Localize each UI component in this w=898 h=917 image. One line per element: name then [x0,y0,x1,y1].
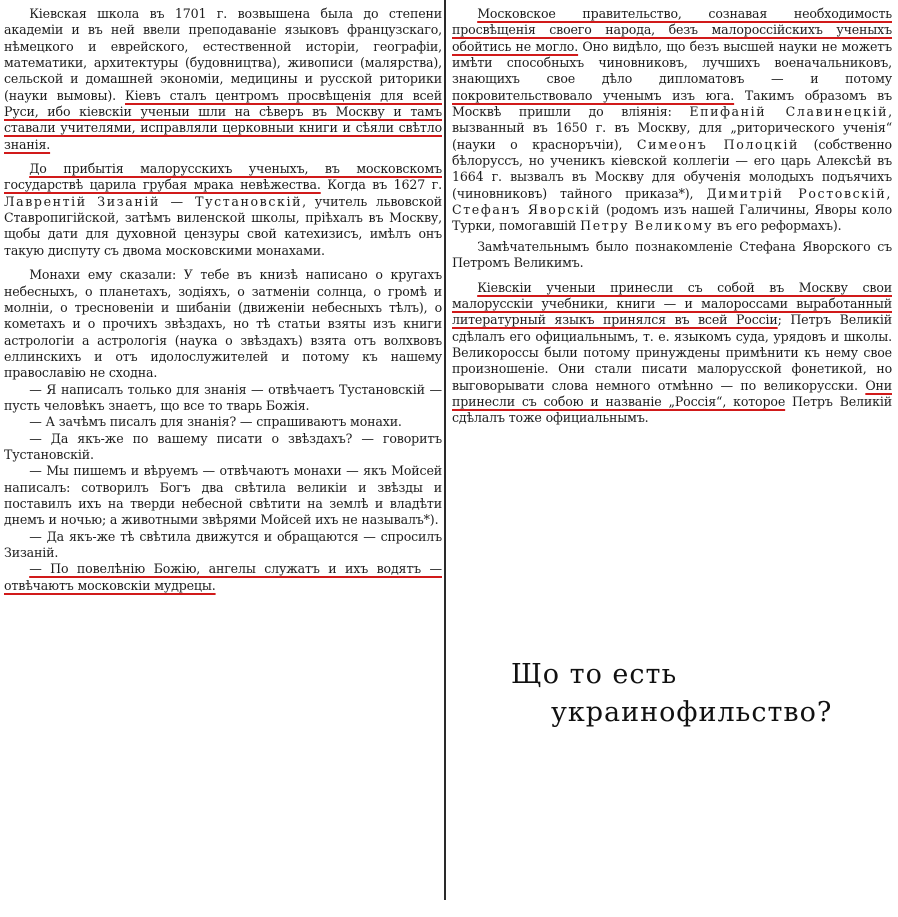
right-p3-highlight-1: Кіевскіи ученыи принесли съ собой въ Москву свои малорусскіи учебники, книги — и малороссами выработанный литературный языкъ принялся въ всей Россіи [452,279,892,328]
right-paragraph-1 [452,6,892,235]
left-p2-name: Лаврентій Зизаній — Тустановскій [4,193,303,209]
caption-line-1: Що то есть [511,659,678,690]
right-paragraph-3 [452,280,892,427]
left-p2-text-b: , учитель львовской Ставропигійской, затѣмъ виленской школы, пріѣхалъ въ Москву, щобы дати для духовной цензуры свой катехизисъ, имѣлъ онъ такую диспуту съ двома московскими монахами. [4,193,442,258]
left-p4-text: — Я написалъ только для знанія — отвѣчаетъ Тустановскій — пусть человѣкъ знаетъ, що все то тварь Божія. [4,381,442,413]
right-p1-name-4: Петру Великому [580,218,714,234]
right-p1-name-2: Симеонъ Полоцкій [636,136,800,152]
left-p9-highlight: — По повелѣнію Божію, ангелы служатъ и ихъ водятъ — отвѣчаютъ московскіи мудрецы. [4,561,442,593]
right-p2-text: Замѣчательнымъ было познакомленіе Стефана Яворского съ Петромъ Великимъ. [452,238,892,271]
right-p1-highlight-1: Московское правительство, сознавая необходимость просвѣщенія своего народа, безъ малороссійскихъ ученыхъ обойтись не могло. [452,6,892,54]
right-text-column [452,6,892,427]
left-p6-text: — Да якъ-же по вашему писати о звѣздахъ? — говоритъ Тустановскій. [4,430,442,462]
left-paragraph-1 [4,6,442,153]
left-text-column [4,6,442,594]
left-paragraph-9 [4,561,442,594]
caption-line-2: украинофильство? [551,697,833,728]
left-paragraph-5 [4,414,442,430]
left-p7-text: — Мы пишемъ и вѣруемъ — отвѣчаютъ монахи — якъ Мойсей написалъ: сотворилъ Богъ два свѣтила великіи и звѣзды и поставилъ ихъ на тверди небесной свѣтити на землѣ и владѣти днемъ и ночью; а животными звѣрями Мойсей ихъ не называлъ*). [4,463,442,528]
right-p1-highlight-2: покровительствовало ученымъ изъ юга. [452,87,735,103]
left-p2-highlight: До прибытія малорусскихъ ученыхъ, въ московскомъ государствѣ царила грубая мрака невѣжества. [4,161,442,193]
right-p1-text-e: (родомъ изъ нашей Галичины, Яворы коло Турки, помогавшій [452,202,893,234]
right-p3-text-b: Петръ Великій сдѣлалъ тоже официальнымъ. [452,393,892,426]
left-paragraph-7 [4,463,442,528]
handwritten-caption [505,656,885,732]
left-paragraph-4 [4,382,442,415]
left-p5-text: — А зачѣмъ писалъ для знанія? — спрашиваютъ монахи. [29,414,402,430]
right-p3-text-a: ; Петръ Великій сдѣлалъ его официальнымъ, т. е. языкомъ суда, урядовъ и школы. Великороссы были потому принуждены примѣнити къ нему свое произношеніе. Они стали писати малорусской фонетикой, но выговорывати слова немного отмѣнно — по великорусски. [452,312,892,393]
left-paragraph-2 [4,161,442,259]
left-paragraph-3 [4,267,442,381]
right-p3-highlight-2: Они принесли съ собою и названіе „Россія“, которое [452,377,892,409]
right-paragraph-2 [452,239,892,272]
right-p1-text-b: Такимъ образомъ въ Москвѣ пришли до вліянія: [452,87,892,120]
right-p1-name-3: Димитрій Ростовскій, Стефанъ Яворскій [452,185,892,218]
right-p1-text-f: въ его реформахъ). [713,218,842,234]
left-p3-text: Монахи ему сказали: У тебе въ книзѣ написано о кругахъ небесныхъ, о планетахъ, зодіяхъ, о затменіи солнца, о громѣ и молніи, о тресновеніи и шибаніи (движеніи небесныхъ тѣлъ), о кометахъ и о прочихъ звѣздахъ, но тѣ статьи взяты изъ книги астрологіи а астрологія (наука о звѣздахъ) взята отъ волхвовъ еллинскихъ и отъ идолослужителей и потому къ нашему православію не сходна. [4,267,442,381]
left-p1-text: Кіевская школа въ 1701 г. возвышена была до степени академіи и въ ней ввели преподаваніе языковъ французскаго, нѣмецкого и еврейского, естественной исторіи, географіи, математики, архитектуры (будовництва), живописи (малярства), сельской и домашней экономіи, медицины и русской риторики (науки вымовы). [4,6,442,103]
left-p8-text: — Да якъ-же тѣ свѣтила движутся и обращаются — спросилъ Зизаній. [4,528,442,560]
left-paragraph-6 [4,431,442,464]
right-p1-text-a: Оно видѣло, що безъ высшей науки не можетъ имѣти способныхъ чиновниковъ, лучшихъ военачальниковъ, знающихъ свое дѣло дипломатовъ — и потому [452,38,892,87]
left-p2-text-a: Когда въ 1627 г. [320,177,442,193]
left-p1-highlight: Кіевъ сталъ центромъ просвѣщенія для всей Руси, ибо кіевскіи ученыи шли на сѣверъ въ Москву и тамъ ставали учителями, исправляли церковныи книги и сѣяли свѣтло знанія. [4,87,442,152]
column-divider [444,0,446,900]
right-p1-text-c: , вызванный въ 1650 г. въ Москву, для „риторического ученія“ (науки о красноръчіи), [452,104,892,152]
right-p1-text-d: (собственно бѣлоруссъ, но ученикъ кіевской коллегіи — его царь Алексѣй въ 1664 г. вызвалъ въ Москву для обученія молодыхъ подъячихъ (чиновниковъ) тайного приказа*), [452,136,892,201]
right-p1-name-1: Епифаній Славинецкій [689,104,889,120]
left-paragraph-8 [4,529,442,562]
